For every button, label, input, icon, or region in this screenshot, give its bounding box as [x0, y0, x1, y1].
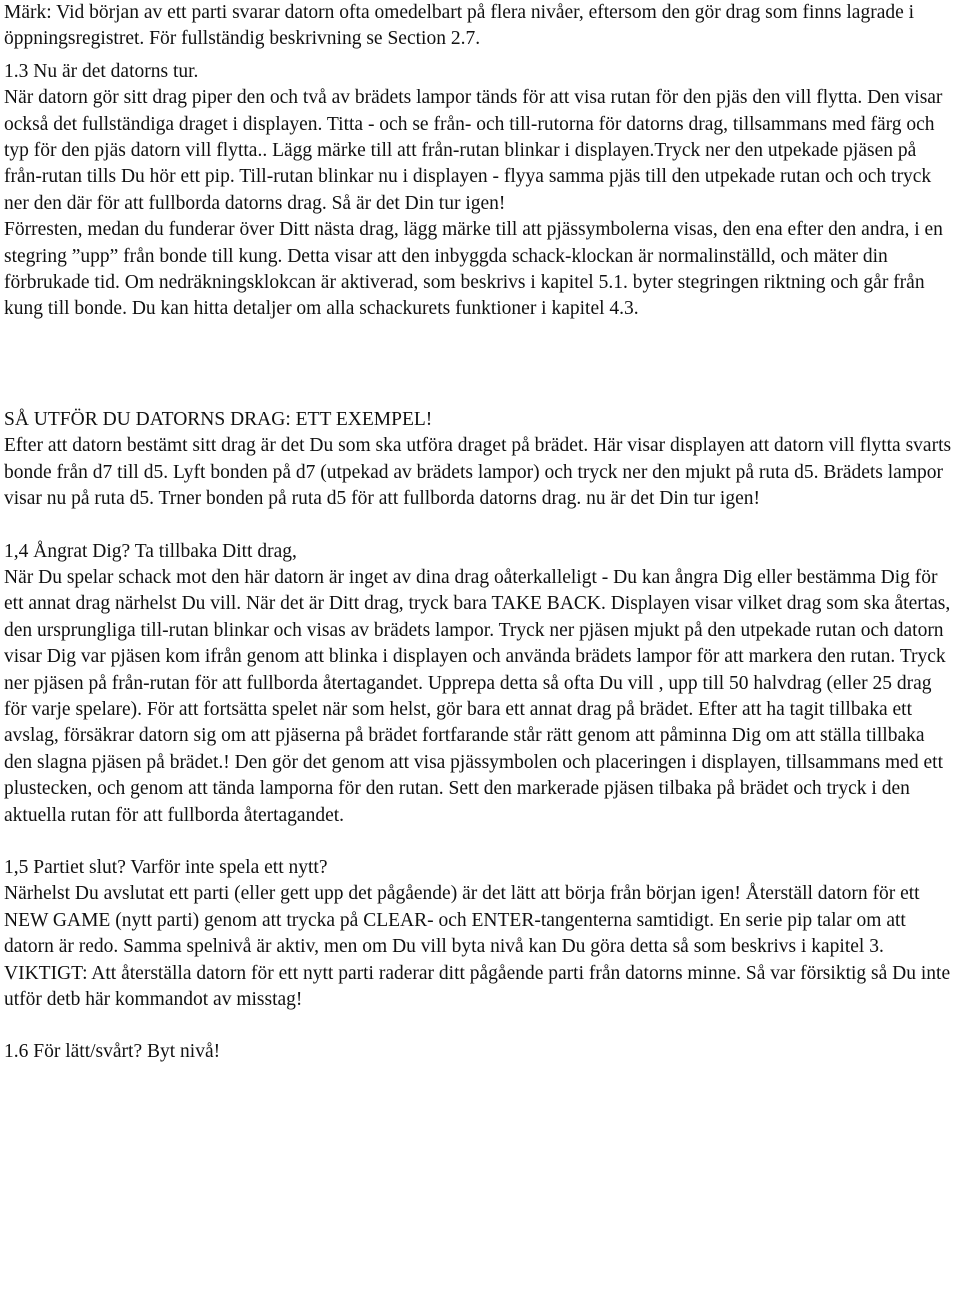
example-paragraph: Efter att datorn bestämt sitt drag är det Du som ska utföra draget på brädet. Här visar displayen att datorn vill flytta svarts bonde från d7 till d5. Lyft bonden på d7 (utpekad av brädets lampor) och tryck ner den mjukt på ruta d5. Brädets lampor visar nu på ruta d5. Trner bonden på ruta d5 för att fullborda datorns drag. nu är det Din tur igen! — [4, 435, 952, 510]
section-1-3-paragraph-2: Förresten, medan du funderar över Ditt nästa drag, lägg märke till att pjässymbolerna visas, den ena efter den andra, i en stegring ”upp” från bonde till kung. Detta visar att den inbyggda schack-klockan är normalinställd, och mäter din förbrukade tid. Om nedräkningsklokcan är aktiverad, som beskrivs i kapitel 5.1. byter stegringen riktning och går från kung till bonde. Du kan hitta detaljer om alla schackurets funktioner i kapitel 4.3. — [4, 219, 943, 320]
intro-paragraph: Märk: Vid början av ett parti svarar datorn ofta omedelbart på flera nivåer, eftersom den gör drag som finns lagrade i öppningsregistret. För fullständig beskrivning se Section 2.7. — [4, 2, 915, 50]
section-1-4-paragraph: När Du spelar schack mot den här datorn är inget av dina drag oåterkalleligt - Du kan ångra Dig eller bestämma Dig för ett annat drag närhelst Du vill. När det är Ditt drag, tryck bara TAKE BACK. Displayen visar vilket drag som ska återtas, den ursprungliga till-rutan blinkar och visas av brädets lampor. Tryck ner pjäsen mjukt på den utpekade rutan och datorn visar Dig var pjäsen kom ifrån genom att blinka i displayen och använda brädets lampor för att markera den rutan. Tryck ner pjäsen på från-rutan för att fullborda återtagandet. Upprepa detta så ofta Du vill , upp till 50 halvdrag (eller 25 drag för varje spelare). För att fortsätta spelet när som helst, gör bara ett annat drag på brädet. Efter att ha tagit tillbaka ett avslag, försäkrar datorn sig om att pjäserna på brädet fortfarande står rätt genom att påminna Dig om att ställa tillbaka den slagna pjäsen på brädet.! Den gör det genom att visa pjässymbolen och placeringen i displayen, tillsammans med ett plustecken, och genom att tända lamporna för den rutan. Sett den markerade pjäsen tilbaka på brädet och tryck i den aktuella rutan för att fullborda återtagandet. — [4, 566, 951, 826]
section-1-5-heading: 1,5 Partiet slut? Varför inte spela ett nytt? — [4, 856, 328, 878]
example-heading: SÅ UTFÖR DU DATORNS DRAG: ETT EXEMPEL! — [4, 408, 433, 430]
section-1-4-heading: 1,4 Ångrat Dig? Ta tillbaka Ditt drag, — [4, 540, 297, 562]
section-1-5-paragraph-2: VIKTIGT: Att återställa datorn för ett nytt parti raderar ditt pågående parti från datorns minne. Så var försiktig så Du inte utför detb här kommandot av misstag! — [4, 962, 951, 1010]
spacer — [4, 323, 956, 407]
section-1-5-paragraph-1: Närhelst Du avslutat ett parti (eller gett upp det pågående) är det lätt att börja från början igen! Återställ datorn för ett NEW GAME (nytt parti) genom att trycka på CLEAR- och ENTER-tangenterna samtidigt. En serie pip talar om att datorn är redo. Samma spelnivå är aktiv, men om Du vill byta nivå kan Du göra detta så som beskrivs i kapitel 3. — [4, 883, 920, 958]
section-1-6-heading: 1.6 För lätt/svårt? Byt nivå! — [4, 1041, 221, 1063]
spacer — [4, 1013, 956, 1039]
section-1-3-heading: 1.3 Nu är det datorns tur. — [4, 60, 199, 82]
document-page — [4, 0, 956, 1066]
section-1-3-paragraph-1: När datorn gör sitt drag piper den och två av brädets lampor tänds för att visa rutan för den pjäs den vill flytta. Den visar också det fullständiga draget i displayen. Titta - och se från- och till-rutorna för datorns drag, tillsammans med färg och typ för den pjäs datorn vill flytta.. Lägg märke till att från-rutan blinkar i displayen.Tryck ner den utpekade pjäsen på från-rutan tills Du hör ett pip. Till-rutan blinkar nu i displayen - flyya samma pjäs till den utpekade rutan och och tryck ner den där för att fullborda datorns drag. Så är det Din tur igen! — [4, 87, 943, 214]
spacer — [4, 829, 956, 855]
spacer — [4, 513, 956, 539]
